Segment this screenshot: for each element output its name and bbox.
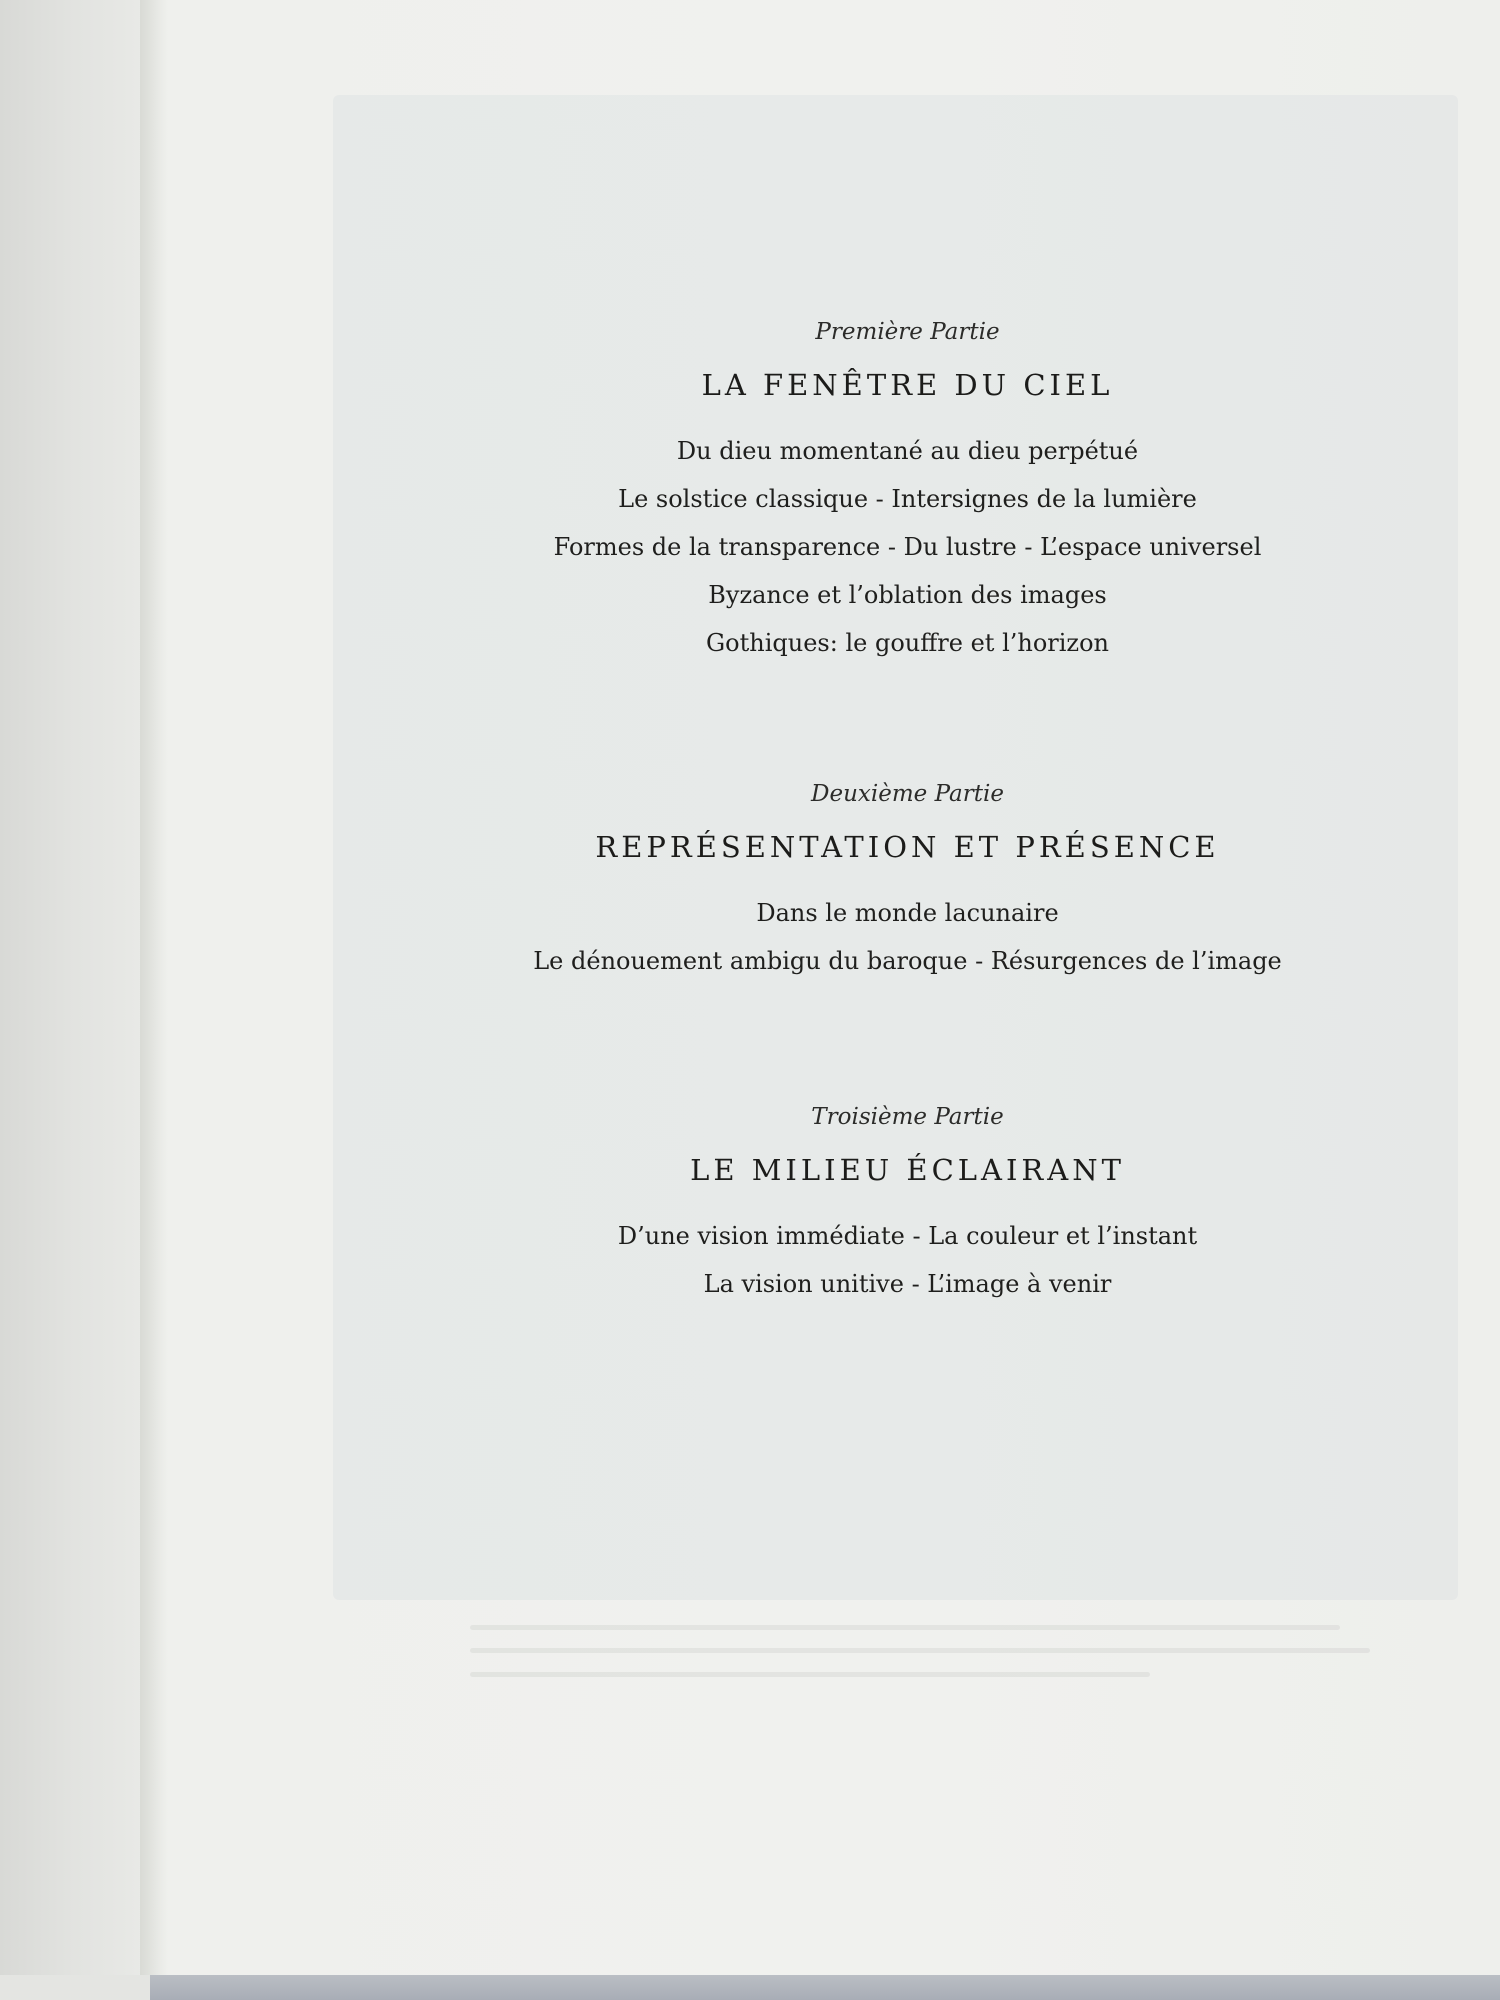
show-through-line	[470, 1625, 1340, 1630]
toc-entry: Gothiques: le gouffre et l’horizon	[706, 629, 1109, 657]
section-spacer	[500, 667, 1315, 777]
part-label: Deuxième Partie	[811, 781, 1004, 807]
show-through-line	[470, 1648, 1370, 1653]
page-gutter	[140, 0, 168, 1975]
part-section-2	[500, 777, 1315, 985]
section-spacer	[500, 985, 1315, 1100]
part-title: LA FENÊTRE DU CIEL	[701, 368, 1114, 402]
toc-entry: Le solstice classique - Intersignes de la lumière	[618, 485, 1197, 513]
toc-entry: Du dieu momentané au dieu perpétué	[676, 437, 1139, 465]
toc-entry: Formes de la transparence - Du lustre - L’espace universel	[553, 533, 1262, 561]
toc-entry: La vision unitive - L’image à venir	[703, 1270, 1112, 1298]
part-section-1	[500, 315, 1315, 667]
part-title: REPRÉSENTATION ET PRÉSENCE	[595, 830, 1220, 864]
part-section-3	[500, 1100, 1315, 1308]
entry-list	[500, 427, 1315, 667]
entry-list	[500, 1212, 1315, 1308]
toc-entry: Byzance et l’oblation des images	[708, 581, 1107, 609]
toc-entry: D’une vision immédiate - La couleur et l’instant	[617, 1222, 1198, 1250]
toc-entry: Dans le monde lacunaire	[756, 899, 1059, 927]
part-label: Première Partie	[815, 319, 1000, 345]
toc-entry: Le dénouement ambigu du baroque - Résurgences de l’image	[533, 947, 1282, 975]
part-title: LE MILIEU ÉCLAIRANT	[690, 1153, 1125, 1187]
entry-list	[500, 889, 1315, 985]
page-bottom-edge	[150, 1975, 1500, 2000]
show-through-line	[470, 1672, 1150, 1677]
table-of-contents	[500, 315, 1315, 1308]
part-label: Troisième Partie	[811, 1104, 1004, 1130]
